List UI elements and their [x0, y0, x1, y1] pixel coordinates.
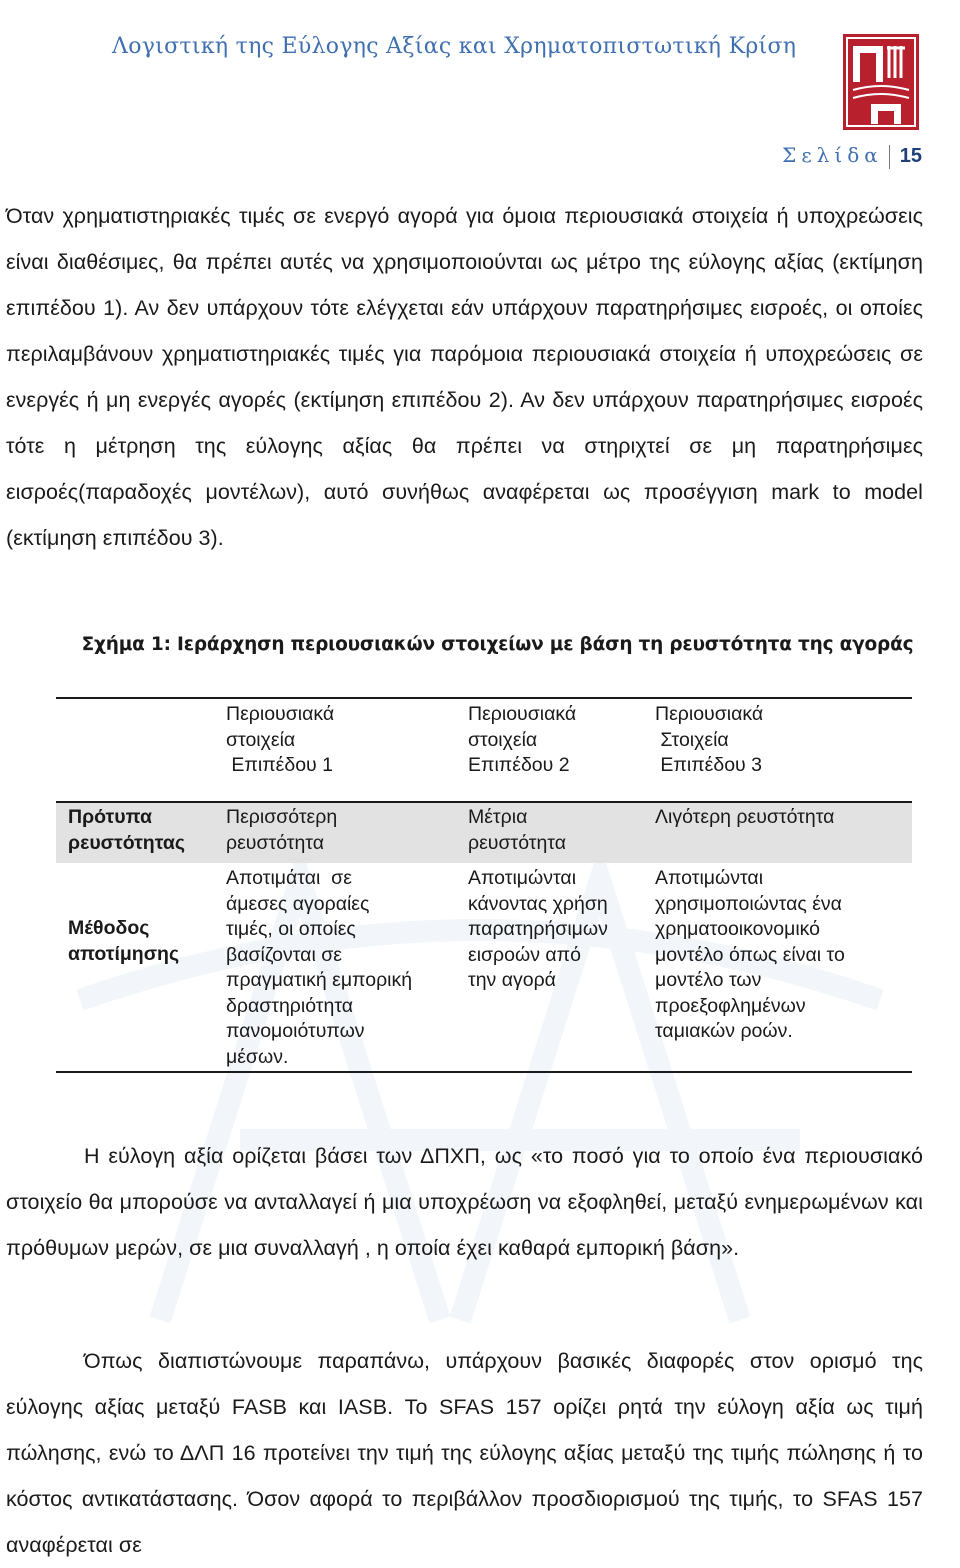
cell-line: Αποτιμάται σε	[226, 867, 352, 889]
cell-line: Λιγότερη ρευστότητα	[655, 806, 835, 828]
body-paragraph-1: Όταν χρηματιστηριακές τιμές σε ενεργό αγορά για όμοια περιουσιακά στοιχεία ή υποχρεώσεις είναι διαθέσιμες, θα πρέπει αυτές να χρησιμοποιούνται ως μέτρο της εύλογης αξίας (εκτίμηση επιπέδου 1). Αν δεν υπάρχουν τότε ελέγχεται εάν υπάρχουν παρατηρήσιμες εισροές, οι οποίες περιλαμβάνουν χρηματιστηριακές τιμές για παρόμοια περιουσιακά στοιχεία ή υποχρεώσεις σε ενεργές ή μη ενεργές αγορές (εκτίμηση επιπέδου 2). Αν δεν υπάρχουν παρατηρήσιμες εισροές τότε η μέτρηση της εύλογης αξίας θα πρέπει να στηριχτεί σε μη παρατηρήσιμες εισροές(παραδοχές μοντέλων), αυτό συνήθως αναφέρεται ως προσέγγιση mark to model (εκτίμηση επιπέδου 3).	[6, 204, 923, 550]
cell-line: μέσων.	[226, 1045, 289, 1068]
header-line: Περιουσιακά	[226, 703, 335, 725]
header-line: Επιπέδου 3	[655, 754, 762, 776]
cell-line: μοντέλο των	[655, 969, 762, 991]
cell-line: πανομοιότυπων	[226, 1020, 365, 1042]
header-line: Στοιχεία	[655, 728, 729, 751]
cell-line: προεξοφλημένων	[655, 994, 806, 1017]
page-label-text: Σελίδα	[782, 143, 883, 167]
cell-line: Μέτρια	[468, 806, 528, 828]
cell-line: άμεσες αγοραίες	[226, 892, 370, 915]
header-line: Επιπέδου 2	[468, 754, 570, 776]
row-label-line: αποτίμησης	[68, 942, 180, 965]
cell-line: βασίζονται σε	[226, 943, 342, 966]
header-line: στοιχεία	[226, 728, 296, 751]
cell-liquidity-level-3	[655, 805, 834, 831]
liquidity-hierarchy-table	[56, 697, 912, 1073]
header-line: Περιουσιακά	[468, 703, 577, 725]
cell-line: μοντέλο όπως είναι το	[655, 943, 845, 966]
row-label-line: Πρότυπα	[68, 806, 152, 828]
figure-caption: Σχήμα 1: Ιεράρχηση περιουσιακών στοιχείων με βάση τη ρευστότητα της αγοράς	[81, 634, 914, 655]
row-label-liquidity	[68, 805, 185, 856]
cell-liquidity-level-1	[226, 805, 337, 856]
cell-line: τιμές, οι οποίες	[226, 918, 356, 940]
page-number: 15	[899, 145, 922, 167]
cell-line: την αγορά	[468, 969, 556, 991]
header-line: στοιχεία	[468, 728, 538, 751]
header-title: Λογιστική της Εύλογης Αξίας και Χρηματοπιστωτική Κρίση	[112, 34, 797, 59]
body-paragraph-3: Όπως διαπιστώνουμε παραπάνω, υπάρχουν βασικές διαφορές στον ορισμό της εύλογης αξίας μεταξύ FASB και IASB. Το SFAS 157 ορίζει ρητά την εύλογη αξία ως τιμή πώλησης, ενώ το ΔΛΠ 16 προτείνει την τιμή της εύλογης αξίας μεταξύ της τιμής πώλησης ή το κόστος αντικατάστασης. Όσον αφορά το περιβάλλον προσδιορισμού της τιμής, το SFAS 157 αναφέρεται σε	[6, 1349, 923, 1557]
cell-line: χρησιμοποιώντας ένα	[655, 892, 842, 915]
header-line: Επιπέδου 1	[226, 754, 333, 776]
row-label-line: ρευστότητας	[68, 831, 185, 854]
cell-line: Αποτιμώνται	[468, 867, 577, 889]
cell-line: Αποτιμώνται	[655, 867, 764, 889]
cell-valuation-level-3	[655, 866, 845, 1045]
cell-valuation-level-2	[468, 866, 608, 994]
cell-line: πραγματική εμπορική	[226, 969, 413, 991]
cell-line: κάνοντας χρήση	[468, 892, 608, 915]
row-label-line: Μέθοδος	[68, 917, 150, 939]
table-header-level-2	[468, 702, 576, 779]
header-line: Περιουσιακά	[655, 703, 764, 725]
cell-liquidity-level-2	[468, 805, 566, 856]
body-paragraph-2: Η εύλογη αξία ορίζεται βάσει των ΔΠΧΠ, ως «το ποσό για το οποίο ένα περιουσιακό στοιχείο θα μπορούσε να ανταλλαγεί ή μια υποχρέωση να εξοφληθεί, μεταξύ ενημερωμένων και πρόθυμων μερών, σε μια συναλλαγή , η οποία έχει καθαρά εμπορική βάση».	[6, 1144, 923, 1260]
cell-line: ρευστότητα	[226, 831, 325, 854]
cell-line: ρευστότητα	[468, 831, 567, 854]
cell-line: εισροών από	[468, 943, 581, 966]
cell-line: χρηματοοικονομικό	[655, 918, 821, 940]
table-bottom-rule	[56, 1071, 912, 1073]
cell-line: Περισσότερη	[226, 806, 338, 828]
cell-valuation-level-1	[226, 866, 412, 1070]
table-header-level-1	[226, 702, 334, 779]
cell-line: ταμιακών ροών.	[655, 1020, 793, 1042]
cell-line: δραστηριότητα	[226, 994, 354, 1017]
cell-line: παρατηρήσιμων	[468, 918, 608, 940]
university-logo-icon	[843, 34, 919, 130]
table-header-level-3	[655, 702, 763, 779]
page-number-label	[782, 143, 922, 169]
row-label-valuation	[68, 916, 179, 967]
table-top-rule	[56, 697, 912, 699]
